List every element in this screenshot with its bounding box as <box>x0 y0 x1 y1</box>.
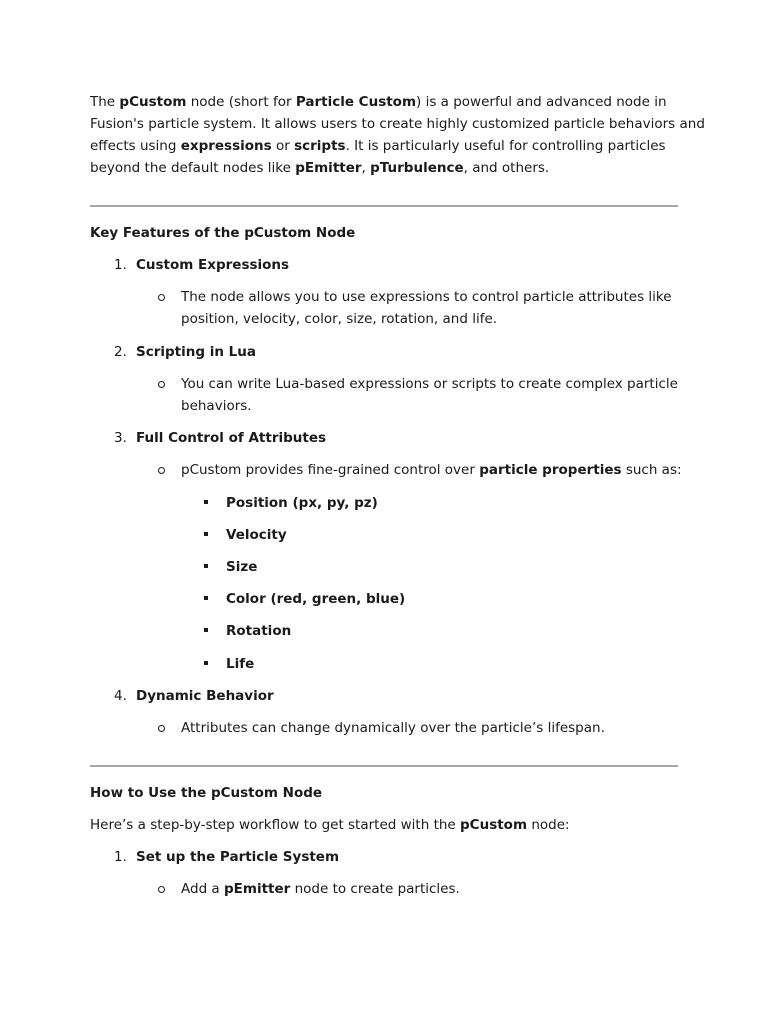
horizontal-rule <box>90 205 678 207</box>
property-item: Color (red, green, blue) <box>226 591 406 607</box>
hollow-bullet-icon <box>158 381 165 388</box>
intro-line-3: effects using expressions or scripts. It is particularly useful for controlling particles <box>90 138 666 154</box>
list-number: 3. <box>114 430 127 446</box>
square-bullet-icon <box>204 564 208 568</box>
hollow-bullet-icon <box>158 294 165 301</box>
list-number: 1. <box>114 849 127 865</box>
feature-desc-line: You can write Lua-based expressions or scripts to create complex particle <box>181 376 678 392</box>
feature-desc-line: position, velocity, color, size, rotation, and life. <box>181 311 498 327</box>
hollow-bullet-icon <box>158 886 165 893</box>
intro-line-2: Fusion's particle system. It allows users to create highly customized particle behaviors and <box>90 116 705 132</box>
feature-title: Full Control of Attributes <box>136 430 327 446</box>
feature-title: Dynamic Behavior <box>136 688 274 704</box>
property-item: Rotation <box>226 623 292 639</box>
property-item: Life <box>226 656 255 672</box>
step-desc-line: Add a pEmitter node to create particles. <box>181 881 460 897</box>
property-item: Size <box>226 559 258 575</box>
property-item: Velocity <box>226 527 287 543</box>
hollow-bullet-icon <box>158 725 165 732</box>
horizontal-rule <box>90 765 678 767</box>
list-number: 2. <box>114 344 127 360</box>
intro-line-4: beyond the default nodes like pEmitter, pTurbulence, and others. <box>90 160 550 176</box>
square-bullet-icon <box>204 500 208 504</box>
feature-desc-line: pCustom provides fine-grained control over particle properties such as: <box>181 462 682 478</box>
intro-line-1: The pCustom node (short for Particle Custom) is a powerful and advanced node in <box>90 94 667 110</box>
section-heading: How to Use the pCustom Node <box>90 785 323 801</box>
feature-title: Custom Expressions <box>136 257 290 273</box>
step-title: Set up the Particle System <box>136 849 340 865</box>
feature-desc-line: behaviors. <box>181 398 252 414</box>
feature-desc-line: The node allows you to use expressions to control particle attributes like <box>181 289 672 305</box>
square-bullet-icon <box>204 661 208 665</box>
square-bullet-icon <box>204 532 208 536</box>
list-number: 4. <box>114 688 127 704</box>
section-heading: Key Features of the pCustom Node <box>90 225 356 241</box>
square-bullet-icon <box>204 628 208 632</box>
feature-title: Scripting in Lua <box>136 344 256 360</box>
howto-intro: Here’s a step-by-step workflow to get started with the pCustom node: <box>90 817 570 833</box>
hollow-bullet-icon <box>158 467 165 474</box>
square-bullet-icon <box>204 596 208 600</box>
property-item: Position (px, py, pz) <box>226 495 378 511</box>
list-number: 1. <box>114 257 127 273</box>
feature-desc-line: Attributes can change dynamically over the particle’s lifespan. <box>181 720 605 736</box>
